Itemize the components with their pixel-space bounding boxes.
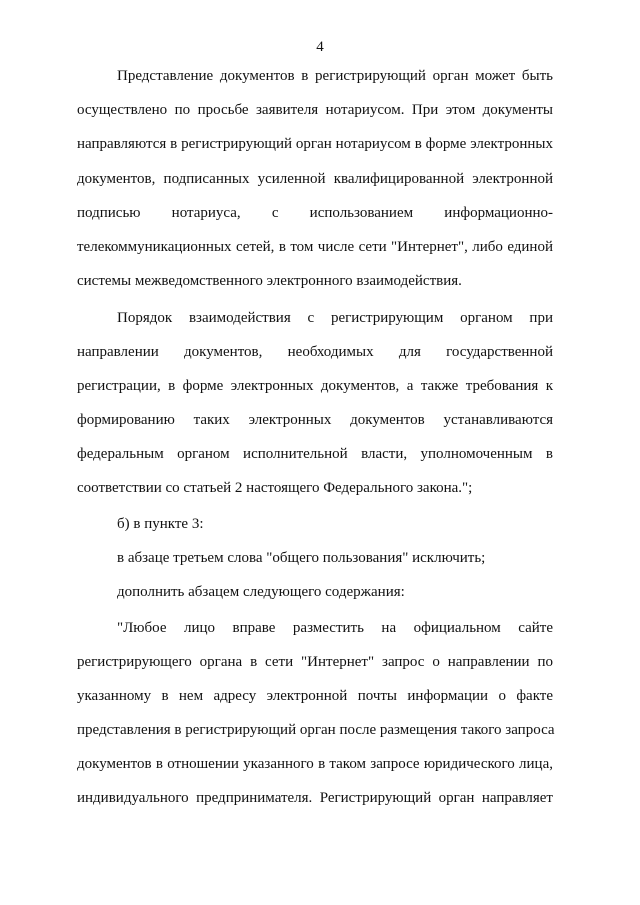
paragraph-2-line-4: формированию таких электронных документов устанавливаются <box>77 412 553 428</box>
paragraph-1-line-5: подписью нотариуса, с использованием информационно- <box>77 205 553 221</box>
paragraph-2-line-1: Порядок взаимодействия с регистрирующим органом при <box>117 310 553 326</box>
paragraph-6-line-1: "Любое лицо вправе разместить на официальном сайте <box>117 620 553 636</box>
paragraph-2-line-5: федеральным органом исполнительной власти, уполномоченным в <box>77 446 553 462</box>
paragraph-5-line-1: дополнить абзацем следующего содержания: <box>117 584 405 600</box>
paragraph-2-line-2: направлении документов, необходимых для государственной <box>77 344 553 360</box>
paragraph-6-line-5: документов в отношении указанного в таком запросе юридического лица, <box>77 756 553 772</box>
paragraph-1-line-1: Представление документов в регистрирующий орган может быть <box>117 68 553 84</box>
paragraph-1-line-7: системы межведомственного электронного взаимодействия. <box>77 273 462 289</box>
paragraph-6-line-6: индивидуального предпринимателя. Регистрирующий орган направляет <box>77 790 553 806</box>
paragraph-4-line-1: в абзаце третьем слова "общего пользования" исключить; <box>117 550 486 566</box>
paragraph-1-line-4: документов, подписанных усиленной квалифицированной электронной <box>77 171 553 187</box>
paragraph-1-line-2: осуществлено по просьбе заявителя нотариусом. При этом документы <box>77 102 553 118</box>
paragraph-2-line-6: соответствии со статьей 2 настоящего Федерального закона."; <box>77 480 473 496</box>
paragraph-2-line-3: регистрации, в форме электронных документов, а также требования к <box>77 378 553 394</box>
page-number: 4 <box>316 39 324 55</box>
paragraph-6-line-4: представления в регистрирующий орган после размещения такого запроса <box>77 722 555 738</box>
paragraph-6-line-2: регистрирующего органа в сети "Интернет" запрос о направлении по <box>77 654 553 670</box>
paragraph-3-line-1: б) в пункте 3: <box>117 516 204 532</box>
paragraph-1-line-3: направляются в регистрирующий орган нотариусом в форме электронных <box>77 136 553 152</box>
paragraph-1-line-6: телекоммуникационных сетей, в том числе сети "Интернет", либо единой <box>77 239 553 255</box>
paragraph-6-line-3: указанному в нем адресу электронной почты информации о факте <box>77 688 553 704</box>
